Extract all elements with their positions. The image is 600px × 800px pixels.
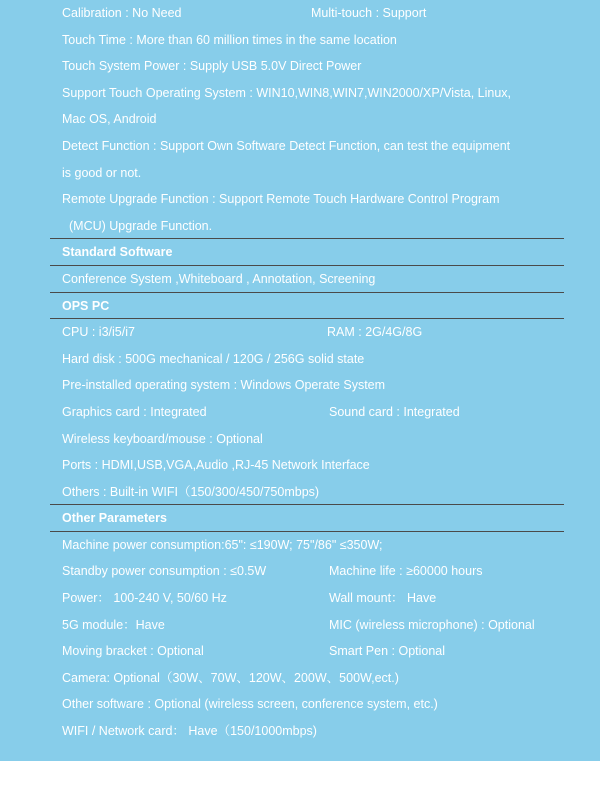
spec-other-software: Other software : Optional (wireless screen, conference system, etc.) — [62, 697, 438, 712]
spec-graphics-card: Graphics card : Integrated — [62, 404, 207, 419]
spec-touch-power: Touch System Power : Supply USB 5.0V Direct Power — [62, 59, 362, 74]
spec-row — [50, 213, 564, 240]
spec-wall-mount: Wall mount： Have — [329, 591, 437, 606]
spec-detect-function: Detect Function : Support Own Software Detect Function, can test the equipment — [62, 138, 511, 153]
spec-standby-power: Standby power consumption : ≤0.5W — [62, 564, 267, 579]
spec-remote-upgrade-cont: (MCU) Upgrade Function. — [69, 218, 213, 233]
spec-wifi-network-card: WIFI / Network card： Have（150/1000mbps) — [62, 724, 317, 739]
spec-row — [50, 399, 564, 426]
spec-5g-module: 5G module：Have — [62, 617, 165, 632]
spec-hard-disk: Hard disk : 500G mechanical / 120G / 256G solid state — [62, 351, 365, 366]
spec-preinstalled-os: Pre-installed operating system : Windows Operate System — [62, 378, 386, 393]
spec-power-consumption: Machine power consumption:65": ≤190W; 75"/86" ≤350W; — [62, 537, 383, 552]
spec-multitouch: Multi-touch : Support — [311, 6, 427, 20]
spec-row — [50, 638, 564, 665]
spec-software-list: Conference System ,Whiteboard , Annotation, Screening — [62, 271, 376, 286]
spec-row — [50, 479, 564, 506]
section-heading-standard-software: Standard Software — [62, 245, 173, 260]
spec-row — [50, 80, 564, 107]
section-heading-ops-pc: OPS PC — [62, 298, 110, 313]
spec-microphone: MIC (wireless microphone) : Optional — [329, 617, 535, 632]
spec-row — [50, 106, 564, 133]
spec-touch-os-cont: Mac OS, Android — [62, 112, 157, 127]
spec-row — [50, 133, 564, 160]
spec-row — [50, 53, 564, 80]
spec-row — [50, 319, 564, 346]
spec-row — [50, 612, 564, 639]
spec-row — [50, 532, 564, 559]
spec-cpu: CPU : i3/i5/i7 — [62, 325, 135, 340]
section-heading-other-parameters: Other Parameters — [62, 511, 167, 526]
spec-row — [50, 372, 564, 399]
spec-remote-upgrade: Remote Upgrade Function : Support Remote Touch Hardware Control Program — [62, 192, 500, 207]
spec-row — [50, 452, 564, 479]
spec-row — [50, 27, 564, 54]
spec-row — [50, 585, 564, 612]
spec-row — [50, 186, 564, 213]
spec-moving-bracket: Moving bracket : Optional — [62, 644, 204, 659]
spec-touch-time: Touch Time : More than 60 million times in the same location — [62, 32, 397, 47]
spec-touch-os: Support Touch Operating System : WIN10,WIN8,WIN7,WIN2000/XP/Vista, Linux, — [62, 85, 512, 100]
spec-keyboard-mouse: Wireless keyboard/mouse : Optional — [62, 431, 263, 446]
spec-row — [50, 266, 564, 293]
spec-content — [50, 0, 564, 745]
spec-camera: Camera: Optional（30W、70W、120W、200W、500W,ect.) — [62, 670, 399, 685]
spec-row — [50, 691, 564, 718]
spec-row — [50, 558, 564, 585]
spec-others-wifi: Others : Built-in WIFI（150/300/450/750mbps) — [62, 484, 320, 499]
spec-detect-function-cont: is good or not. — [62, 165, 142, 180]
spec-row — [50, 665, 564, 692]
spec-ram: RAM : 2G/4G/8G — [327, 325, 423, 340]
spec-machine-life: Machine life : ≥60000 hours — [329, 564, 483, 579]
spec-row — [50, 0, 564, 27]
spec-row — [50, 426, 564, 453]
spec-calibration: Calibration : No Need — [62, 6, 182, 20]
spec-power: Power： 100-240 V, 50/60 Hz — [62, 591, 227, 606]
spec-ports: Ports : HDMI,USB,VGA,Audio ,RJ-45 Network Interface — [62, 458, 370, 473]
spec-sound-card: Sound card : Integrated — [329, 404, 460, 419]
spec-row — [50, 346, 564, 373]
spec-row — [50, 718, 564, 745]
spec-row — [50, 160, 564, 187]
spec-smart-pen: Smart Pen : Optional — [329, 644, 446, 659]
